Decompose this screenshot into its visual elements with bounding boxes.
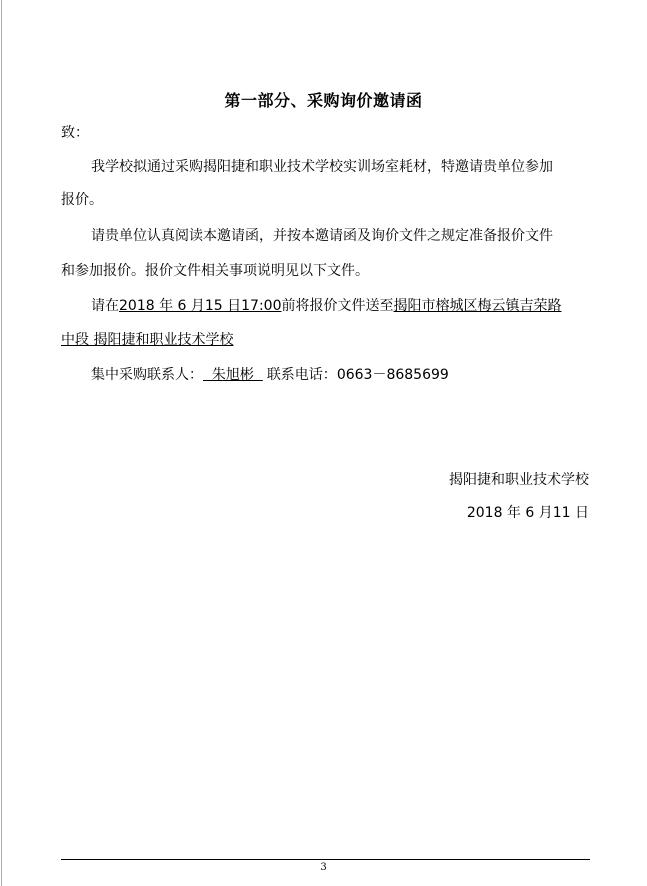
salutation: 致： xyxy=(61,125,89,141)
page-number: 3 xyxy=(320,862,327,873)
paragraph-2-line-1: 请贵单位认真阅读本邀请函，并按本邀请函及询价文件之规定准备报价文件 xyxy=(91,228,553,244)
address-line-1: 揭阳市榕城区梅云镇吉荣路 xyxy=(393,298,562,314)
contact-label: 集中采购联系人： xyxy=(91,367,203,383)
paragraph-3-line-1 xyxy=(91,297,562,315)
deadline: 2018 年 6 月15 日17:00 xyxy=(119,298,282,314)
footer-divider xyxy=(61,859,590,860)
phone-label: 联系电话： xyxy=(266,367,337,383)
document-title: 第一部分、采购询价邀请函 xyxy=(224,91,423,110)
paragraph-1-line-1: 我学校拟通过采购揭阳捷和职业技术学校实训场室耗材，特邀请贵单位参加 xyxy=(91,159,553,175)
deadline-suffix: 前将报价文件送至 xyxy=(281,298,394,314)
page-border xyxy=(1,0,2,886)
address-line-2: 中段 揭阳捷和职业技术学校 xyxy=(61,332,234,348)
paragraph-2-line-2: 和参加报价。报价文件相关事项说明见以下文件。 xyxy=(61,263,369,279)
phone-number: 0663－8685699 xyxy=(336,367,449,383)
deadline-prefix: 请在 xyxy=(91,298,119,314)
paragraph-1-line-2: 报价。 xyxy=(61,192,103,208)
signature-organization: 揭阳捷和职业技术学校 xyxy=(449,472,589,488)
signature-date: 2018 年 6 月11 日 xyxy=(466,505,589,521)
contact-name: 朱旭彬 xyxy=(203,367,263,383)
contact-line xyxy=(91,366,449,384)
